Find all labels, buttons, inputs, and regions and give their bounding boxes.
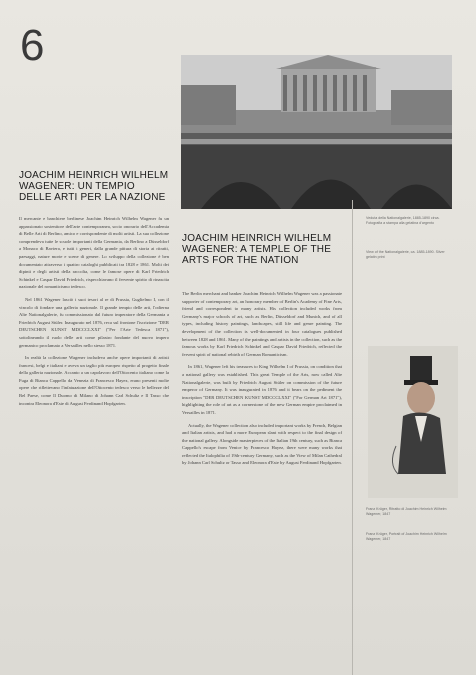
- heading-italian: JOACHIM HEINRICH WILHELM WAGENER: UN TEMPIO DELLE ARTI PER LA NAZIONE: [19, 170, 169, 203]
- english-paragraph: Actually, the Wagener collection also included important works by French, Belgian and Italian artists, and had a more European slant with respect to the final design of the national gallery. Alongside masterpieces of the Italian 19th century, such as Bianca Cappello's escape from Venice by Francesco Hayez, there were many works that reflected the Italophilia of 19th-century Germany, such as the View of Milan Cathedral by Johann Carl Schultz or Tasso and Eleonora d'Este by August Ferdinand Hopfgarten.: [182, 422, 342, 466]
- italian-paragraph: Nel 1861 Wagener lasciò i suoi tesori al re di Prussia, Guglielmo I, con il vincolo di fondare una galleria nazionale. Il grande tempio delle arti, l'odierna Alte Nationalgalerie, fu commissionato dal futuro imperatore della Germania a Friedrich August Stüler. Inaugurato nel 1876, reca sul frontone l'iscrizione "DER DEUTSCHEN KUNST MDCCCLXXI" ("Per l'Arte Tedesca 1871"), sottolineando il ruolo delle arti come pilastro fondante del nuovo impero germanico proclamato a Versailles nello stesso 1871.: [19, 296, 169, 348]
- nationalgalerie-photo: [181, 55, 452, 209]
- portrait-caption-italian: Franz Krüger, Ritratto di Joachim Heinrich Wilhelm Wagener, 1847: [366, 507, 447, 516]
- english-paragraph: In 1861, Wagener left his treasures to King Wilhelm I of Prussia, on condition that a national gallery was established. This great Temple of the Arts, now called Alte Nationalgalerie, was built by Friedrich August Stüler on commission of the future emperor of Germany. It was inaugurated in 1876 and it bears on the pediment the inscription "DER DEUTSCHEN KUNST MDCCCLXXI" ("For German Art 1871"), highlighting the role of art as a cornerstone of the new German empire proclaimed in Versailles in 1871.: [182, 364, 342, 415]
- heading-english: JOACHIM HEINRICH WILHELM WAGENER: A TEMPLE OF THE ARTS FOR THE NATION: [182, 233, 332, 266]
- italian-paragraph: In realtà la collezione Wagener includeva anche opere importanti di artisti francesi, belgi e italiani e aveva un taglio più europeo rispetto al progetto finale della galleria nazionale. Accanto a un capolavoro dell'Ottocento italiano come la Fuga di Bianca Cappello da Venezia di Francesco Hayez, erano presenti molte opere che riflettevano l'infatuazione dell'Ottocento tedesco verso le bellezze del Bel Paese, come Il Duomo di Milano di Johann Carl Schultz e Il Tasso che incontra Eleonora d'Este di August Ferdinand Hopfgarten.: [19, 355, 169, 406]
- body-italian: [19, 215, 169, 412]
- english-paragraph: The Berlin merchant and banker Joachim Heinrich Wilhelm Wagener was a passionate supporter of contemporary art, an honorary member of Berlin's Academy of Fine Arts, friend and correspondent to many artists. His collection included works from Germany's major schools of art, such as Berlin, Düsseldorf and Munich, and of all types, including history paintings, landscapes, still life and genre painting. The development of the collection is well-documented in four catalogues published between 1828 and 1861. Many of the paintings and artists in the collection, such as the famous works by Karl Friedrich Schinkel and Caspar David Friedrich, reflected the fervent spirit of national rebirth of German Romanticism.: [182, 291, 342, 357]
- photo-caption-italian: Veduta della Nationalgalerie, 1885-1890 circa. Fotografia a stampa alla gelatina d'argento: [366, 216, 440, 225]
- wagener-portrait: [368, 346, 458, 498]
- body-english: [182, 290, 342, 472]
- column-divider: [352, 200, 353, 675]
- section-number: 6: [20, 21, 45, 70]
- italian-paragraph: Il mercante e banchiere berlinese Joachim Heinrich Wilhelm Wagener fu un appassionato sostenitore dell'arte contemporanea, socio onorario dell'Accademia di Belle Arti di Berlino, amico e corrispondente di molti artisti. La sua collezione comprendeva tutte le scuole importanti della Germania, da Berlino a Düsseldorf a Monaco di Baviera, e tutti i generi, dalla grande pittura di storia ai ritratti, paesaggi, nature morte e scene di genere. Lo sviluppo della collezione è ben documentato attraverso i quattro cataloghi pubblicati tra 1828 e 1861. Molti dei dipinti e degli artisti della raccolta, come le famose opere di Karl Friedrich Schinkel e Caspar David Friedrich, rispecchiavano il fervente spirito di rinascita nazionale del romanticismo tedesco.: [19, 216, 169, 290]
- photo-caption-english: View of the Nationalgalerie, ca. 1885-1890. Silver gelatin print: [366, 250, 445, 259]
- portrait-caption-english: Franz Krüger, Portrait of Joachim Heinrich Wilhelm Wagener, 1847: [366, 532, 447, 541]
